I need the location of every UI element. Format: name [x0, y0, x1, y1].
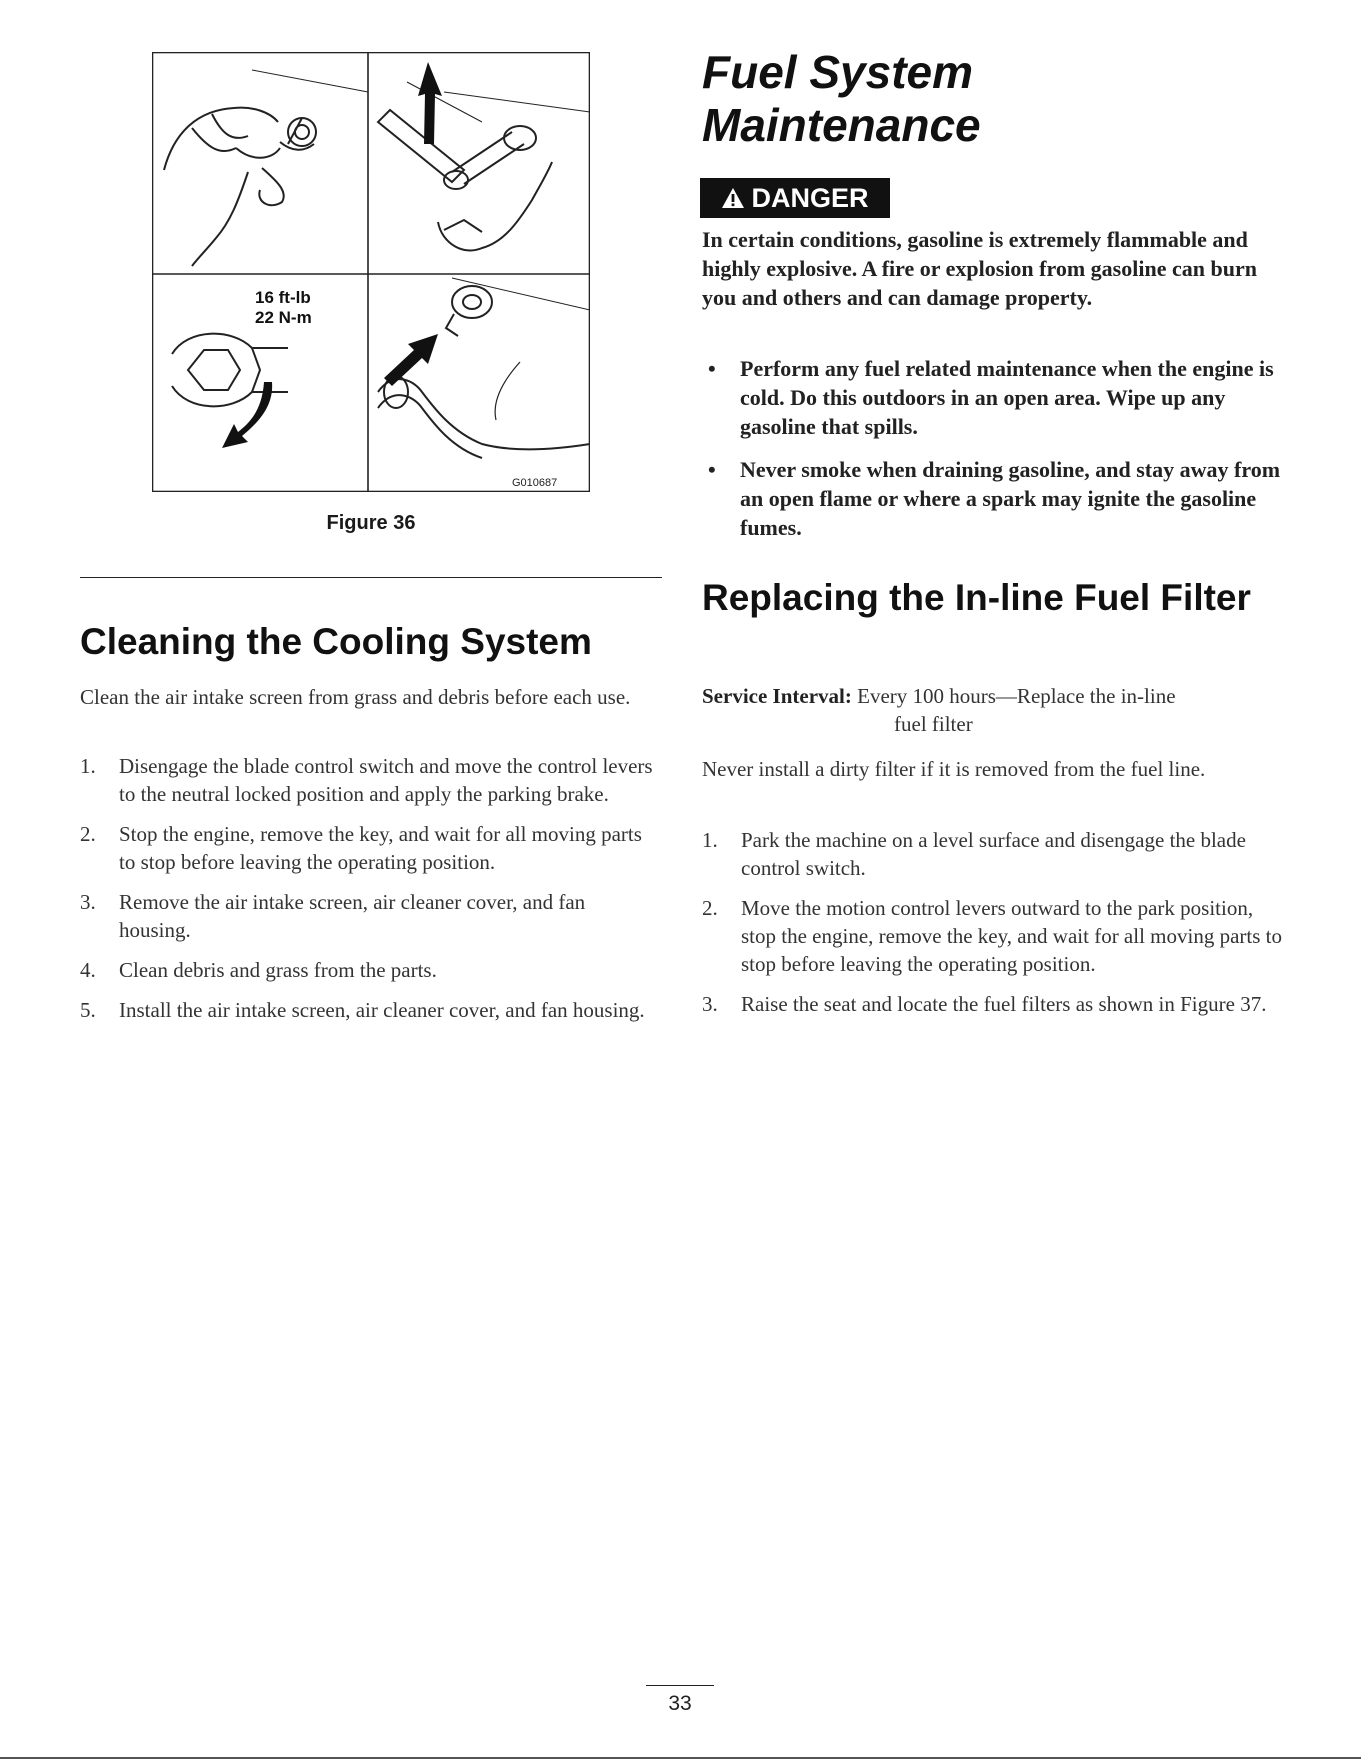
danger-label: DANGER	[751, 182, 869, 213]
fuel-section-title: Fuel System Maintenance	[702, 46, 981, 151]
step-number: 3.	[80, 890, 96, 914]
wrench-disconnect-drawing	[378, 82, 590, 250]
step-text: Remove the air intake screen, air cleaner cover, and fan housing.	[119, 890, 586, 942]
step-text: Install the air intake screen, air cleaner cover, and fan housing.	[119, 998, 645, 1022]
arrow-rotate-icon	[222, 382, 272, 448]
step-text: Raise the seat and locate the fuel filters as shown in Figure 37.	[741, 992, 1267, 1016]
torque-value-nm: 22 N-m	[255, 308, 312, 327]
list-item	[80, 888, 660, 944]
arrow-diagonal-icon	[384, 334, 438, 386]
step-text: Move the motion control levers outward to the park position, stop the engine, remove the key, and wait for all moving parts to stop before leaving the operating position.	[741, 896, 1282, 976]
footer-rule	[646, 1685, 714, 1686]
service-interval-value-cont: fuel filter	[894, 712, 973, 736]
step-number: 2.	[80, 822, 96, 846]
list-item	[702, 826, 1282, 882]
list-item	[702, 990, 1282, 1018]
step-number: 5.	[80, 998, 96, 1022]
step-text: Stop the engine, remove the key, and wait for all moving parts to stop before leaving the operating position.	[119, 822, 642, 874]
filter-section-title: Replacing the In-line Fuel Filter	[702, 577, 1251, 618]
page-bottom-edge	[0, 1757, 1361, 1759]
step-number: 2.	[702, 896, 718, 920]
cooling-section-title: Cleaning the Cooling System	[80, 621, 592, 662]
list-item	[80, 752, 660, 808]
cooling-intro-text: Clean the air intake screen from grass and debris before each use.	[80, 685, 631, 709]
page-number: 33	[668, 1692, 692, 1715]
torque-value-ftlb: 16 ft-lb	[255, 288, 311, 307]
cooling-steps-list	[80, 752, 660, 1036]
step-number: 3.	[702, 992, 718, 1016]
step-number: 4.	[80, 958, 96, 982]
danger-warning-text: In certain conditions, gasoline is extremely flammable and highly explosive. A fire or explosion from gasoline can burn you and others and can damage property.	[702, 227, 1257, 310]
list-item	[80, 820, 660, 876]
step-text: Clean debris and grass from the parts.	[119, 958, 437, 982]
service-interval	[702, 682, 1292, 738]
danger-badge	[700, 178, 890, 218]
list-item	[80, 996, 660, 1024]
arrow-up-icon	[418, 62, 442, 144]
list-item	[702, 455, 1282, 542]
list-item	[702, 354, 1282, 441]
hand-removing-cap-drawing	[164, 70, 368, 266]
figure-code: G010687	[512, 477, 558, 489]
service-interval-value: Every 100 hours—Replace the in-line	[857, 684, 1176, 708]
figure-caption: Figure 36	[326, 512, 416, 534]
bullet-icon: •	[708, 457, 716, 482]
step-number: 1.	[702, 828, 718, 852]
step-number: 1.	[80, 754, 96, 778]
filter-steps-list	[702, 826, 1282, 1030]
service-interval-label: Service Interval:	[702, 684, 852, 708]
danger-bullets-list	[702, 354, 1282, 556]
list-item	[80, 956, 660, 984]
step-text: Park the machine on a level surface and disengage the blade control switch.	[741, 828, 1246, 880]
warning-triangle-icon	[721, 187, 745, 209]
step-text: Disengage the blade control switch and move the control levers to the neutral locked position and apply the parking brake.	[119, 754, 653, 806]
bullet-icon: •	[708, 356, 716, 381]
section-divider	[80, 577, 662, 578]
figure-36-illustration	[152, 52, 590, 492]
bullet-text: Perform any fuel related maintenance when the engine is cold. Do this outdoors in an open area. Wipe up any gasoline that spills.	[740, 356, 1274, 439]
list-item	[702, 894, 1282, 978]
filter-intro-text: Never install a dirty filter if it is removed from the fuel line.	[702, 757, 1206, 781]
bullet-text: Never smoke when draining gasoline, and stay away from an open flame or where a spark may ignite the gasoline fumes.	[740, 457, 1281, 540]
